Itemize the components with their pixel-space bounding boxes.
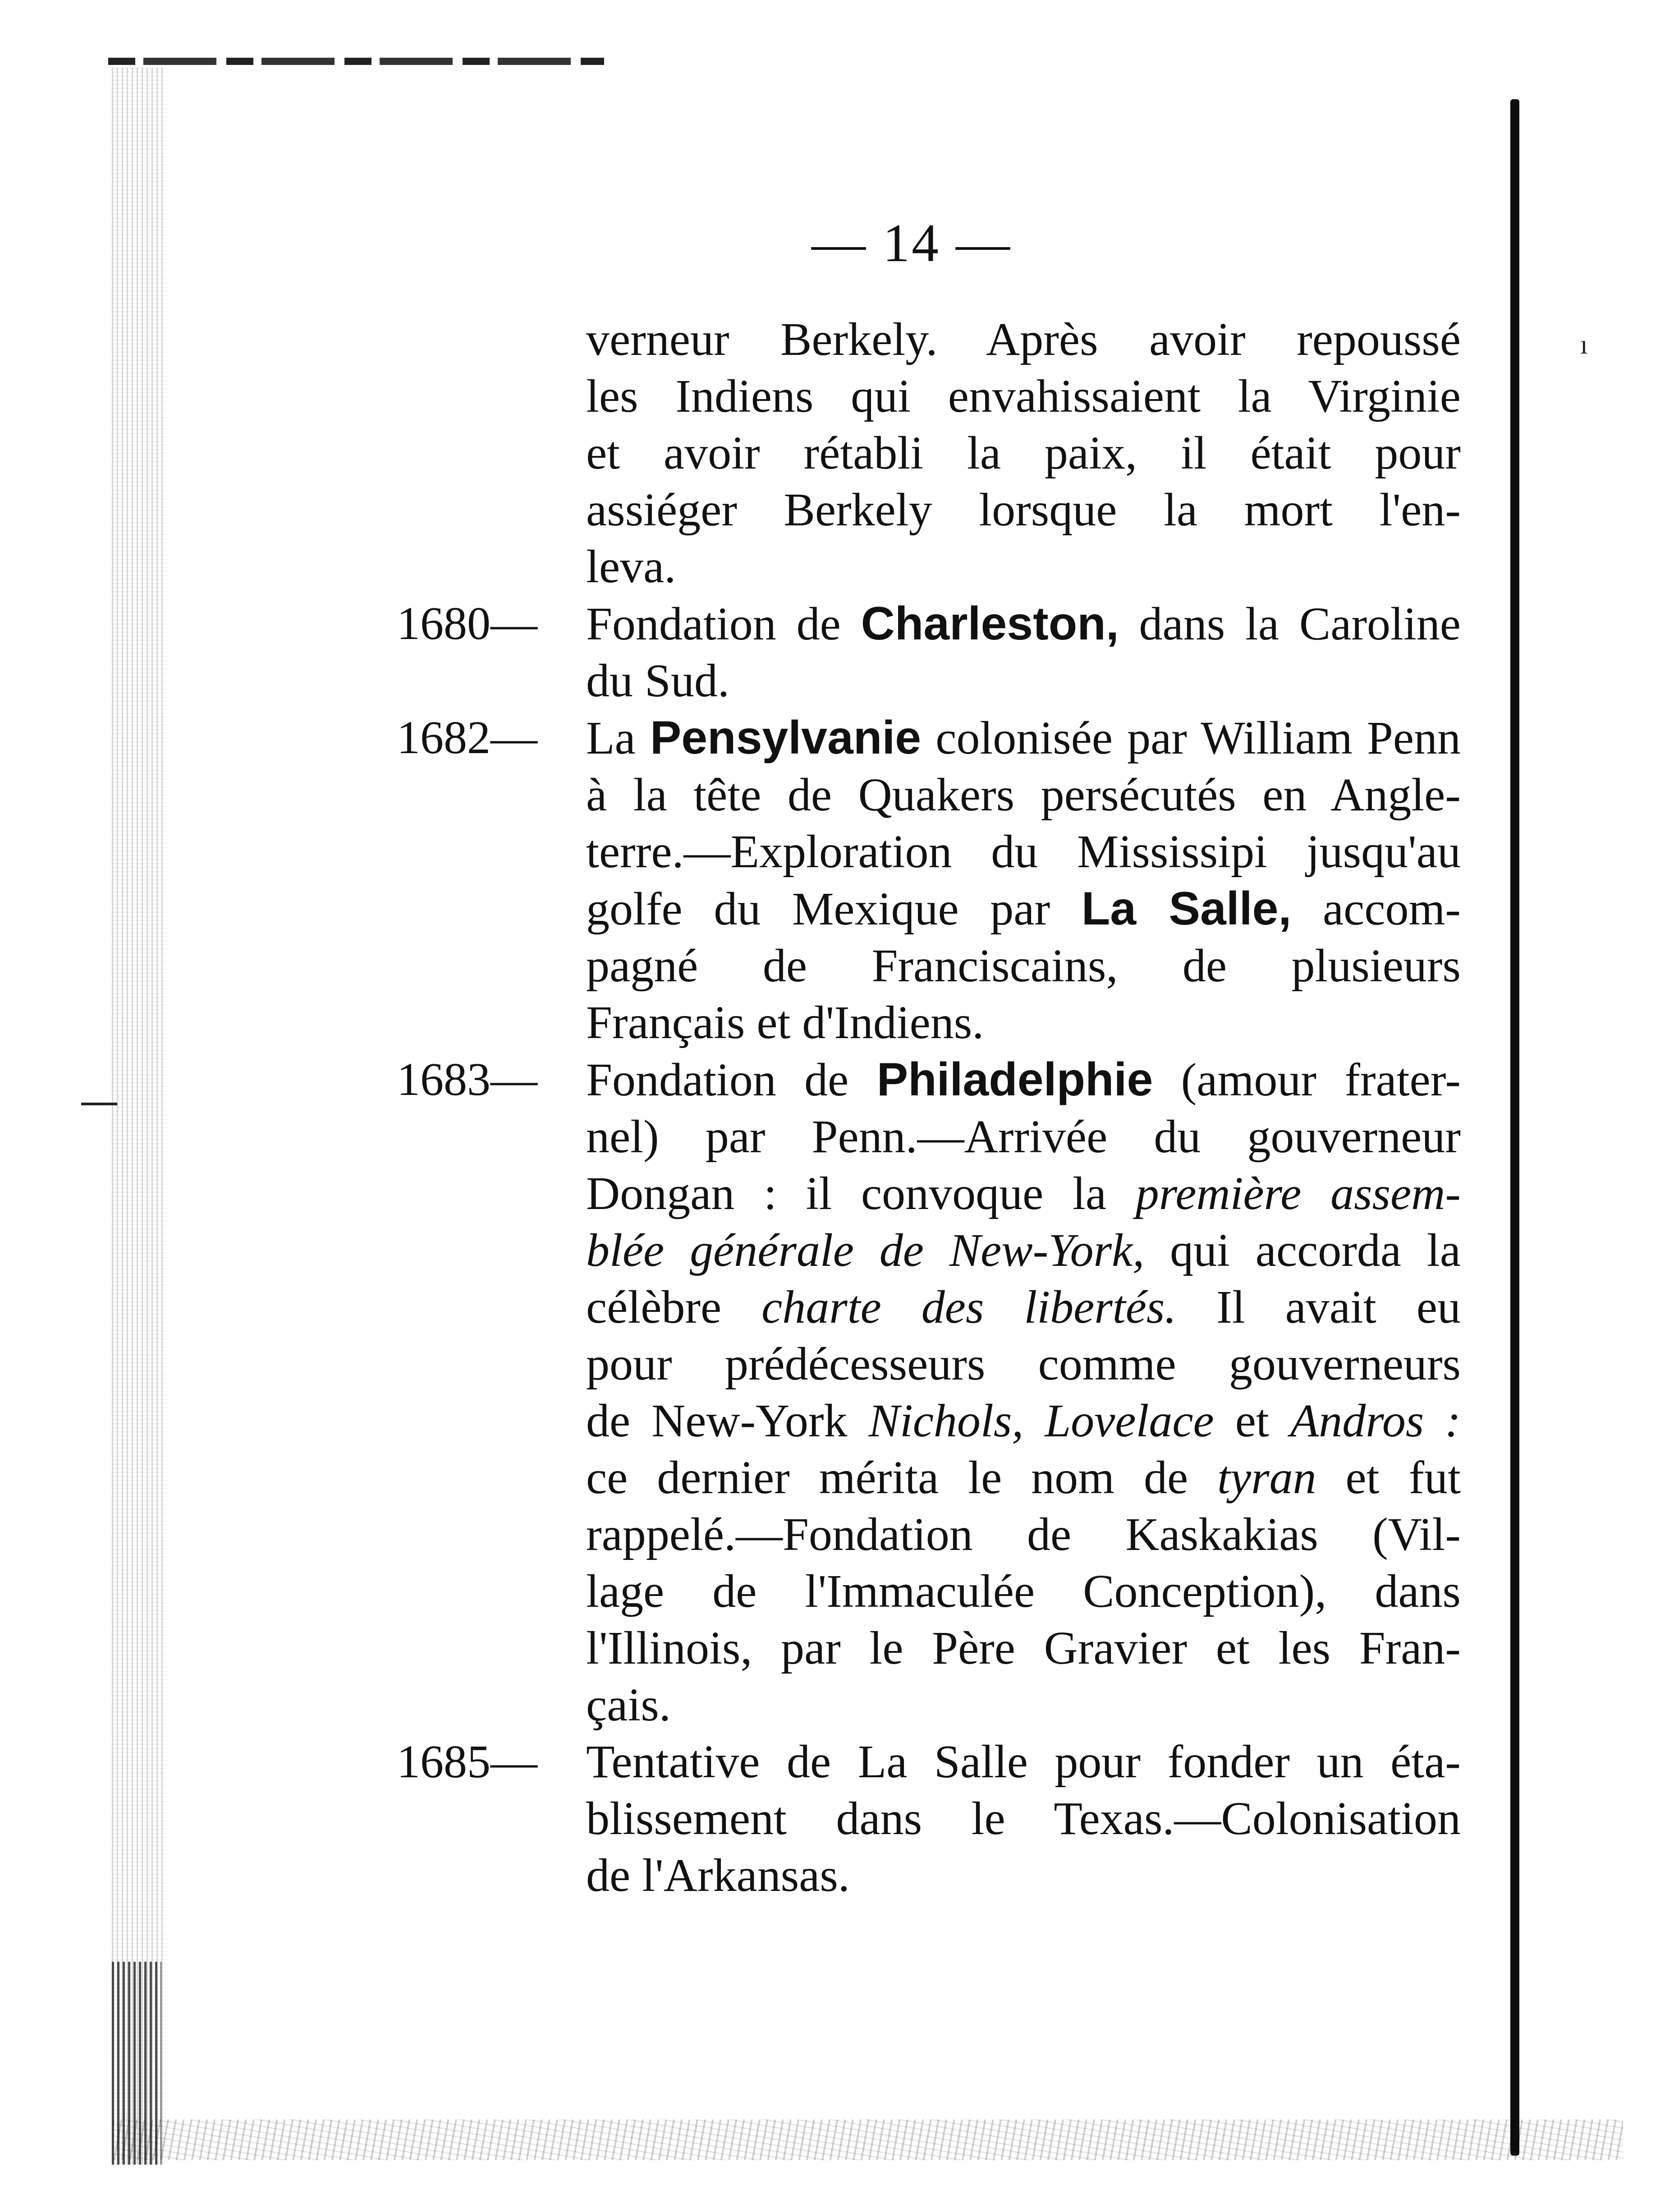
page-body	[397, 311, 1461, 1904]
text-line: Français et d'Indiens.	[586, 997, 984, 1049]
text-line: La Pensylvanie colonisée par William Penn	[586, 712, 1461, 764]
chronology-entry-1680	[397, 595, 1461, 709]
text-line: les Indiens qui envahissaient la Virginie	[586, 370, 1461, 422]
text-line: et avoir rétabli la paix, il était pour	[586, 427, 1461, 479]
entry-year: 1682—	[397, 712, 537, 763]
scan-edge-bottom	[113, 2120, 1623, 2160]
text-line: célèbre charte des libertés. Il avait eu	[586, 1281, 1461, 1333]
continuation-paragraph	[397, 311, 1461, 595]
bold-place-name: Philadelphie	[876, 1053, 1153, 1106]
text-line: Tentative de La Salle pour fonder un éta-	[586, 1736, 1461, 1788]
italic-phrase: charte des libertés.	[761, 1281, 1177, 1333]
bold-place-name: Charleston,	[861, 598, 1119, 650]
text-line: rappelé.—Fondation de Kaskakias (Vil-	[586, 1508, 1461, 1560]
text-line: Dongan : il convoque la première assem-	[586, 1168, 1461, 1219]
text-line: çais.	[586, 1679, 671, 1731]
text-line: à la tête de Quakers persécutés en Angle-	[586, 769, 1461, 821]
text-line: blée générale de New-York, qui accorda la	[586, 1224, 1461, 1276]
scan-edge-top	[108, 58, 604, 65]
text-line: ce dernier mérita le nom de tyran et fut	[586, 1452, 1461, 1504]
scan-edge-left	[112, 68, 166, 2165]
text-line: blissement dans le Texas.—Colonisation	[586, 1793, 1461, 1844]
chronology-entry-1683	[397, 1051, 1461, 1734]
text-line: lage de l'Immaculée Conception), dans	[586, 1565, 1461, 1617]
italic-word: tyran	[1217, 1452, 1316, 1504]
margin-mark: ı	[1580, 330, 1588, 359]
italic-name: Lovelace	[1045, 1395, 1214, 1447]
text-line: verneur Berkely. Après avoir repoussé	[586, 313, 1461, 365]
text-line: pour prédécesseurs comme gouverneurs	[586, 1338, 1461, 1390]
chronology-entry-1682	[397, 709, 1461, 1051]
text-line: de l'Arkansas.	[586, 1849, 850, 1901]
entry-year: 1680—	[397, 598, 537, 649]
chronology-entry-1685	[397, 1734, 1461, 1904]
text-line: du Sud.	[586, 655, 729, 707]
text-line: de New-York Nichols, Lovelace et Andros :	[586, 1395, 1461, 1447]
bold-person-name: La Salle,	[1081, 883, 1292, 935]
text-line: assiéger Berkely lorsque la mort l'en-	[586, 484, 1461, 536]
margin-tick	[81, 1103, 117, 1105]
text-line: nel) par Penn.—Arrivée du gouverneur	[586, 1111, 1461, 1163]
text-line: Fondation de Charleston, dans la Caroline	[586, 598, 1461, 650]
italic-name: Andros :	[1290, 1395, 1461, 1447]
text-line: leva.	[586, 541, 676, 593]
text-line: terre.—Exploration du Mississipi jusqu'au	[586, 826, 1461, 878]
entry-year: 1685—	[397, 1736, 537, 1788]
entry-year: 1683—	[397, 1053, 537, 1105]
scan-edge-right	[1510, 99, 1519, 2156]
italic-phrase: blée générale de New-York,	[586, 1224, 1145, 1276]
text-line: golfe du Mexique par La Salle, accom-	[586, 883, 1461, 935]
text-line: l'Illinois, par le Père Gravier et les Fran-	[586, 1622, 1461, 1674]
italic-phrase: première assem-	[1135, 1168, 1461, 1219]
italic-name: Nichols,	[868, 1395, 1024, 1447]
bold-place-name: Pensylvanie	[650, 712, 922, 764]
text-line: pagné de Franciscains, de plusieurs	[586, 940, 1461, 992]
text-line: Fondation de Philadelphie (amour frater-	[586, 1053, 1461, 1106]
page-number: — 14 —	[812, 213, 1012, 273]
